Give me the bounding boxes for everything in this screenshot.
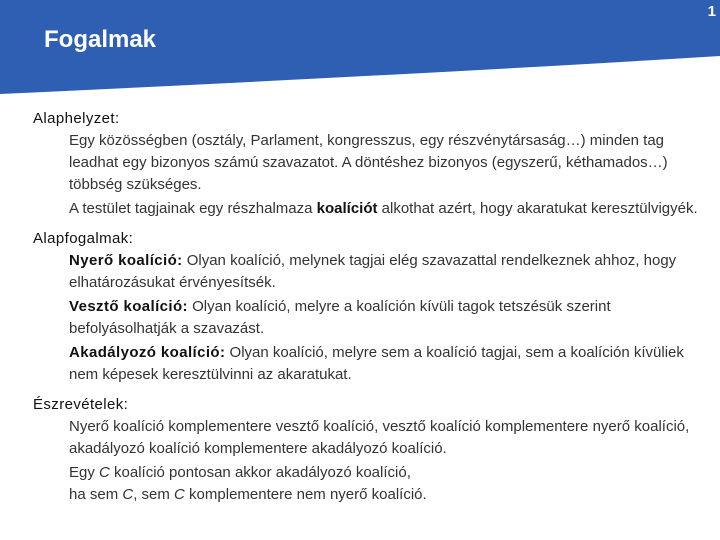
term-akadalyozo: Akadályozó koalíció:: [69, 344, 226, 361]
slide-number: 1: [707, 3, 716, 20]
text-run: ha sem: [69, 486, 123, 503]
paragraph: [69, 198, 703, 220]
paragraph: [69, 462, 703, 506]
section-heading: Alaphelyzet:: [33, 110, 120, 127]
text-run: , sem: [133, 486, 175, 503]
definition-text: Olyan koalíció, melyre a koalíción kívüli tagok tetszésük szerint befolyásolhatják a szavazást.: [69, 298, 611, 337]
variable-c: C: [122, 486, 134, 503]
term-veszto: Vesztő koalíció:: [69, 298, 188, 315]
variable-c: C: [174, 486, 185, 503]
section-alaphelyzet: [33, 108, 703, 220]
definition-text: Olyan koalíció, melyre sem a koalíció tagjai, sem a koalíción kívüliek nem képesek keresztülvinni az akaratukat.: [69, 344, 684, 383]
text-run: komplementere nem nyerő koalíció.: [184, 486, 427, 503]
text-run: alkothat azért, hogy akaratukat keresztülvigyék.: [377, 200, 698, 217]
section-heading: Alapfogalmak:: [33, 230, 134, 247]
paragraph: Egy közösségben (osztály, Parlament, kongresszus, egy részvénytársaság…) minden tag leadhat egy bizonyos számú szavazatot. A döntéshez bizonyos (egyszerű, kéthamados…) többség szükséges.: [69, 132, 668, 193]
text-run: Egy: [69, 464, 100, 481]
paragraph: Nyerő koalíció komplementere vesztő koalíció, vesztő koalíció komplementere nyerő koalíció, akadályozó koalíció komplementere akadályozó koalíció.: [69, 418, 690, 457]
variable-c: C: [99, 464, 110, 481]
definition-akadalyozo: [69, 342, 703, 386]
term-nyero: Nyerő koalíció:: [69, 252, 183, 269]
text-run: A testület tagjainak egy részhalmaza: [69, 200, 317, 217]
slide-content: [33, 108, 703, 514]
section-eszrevetelek: [33, 394, 703, 506]
section-alapfogalmak: [33, 228, 703, 386]
text-run: koalíció pontosan akkor akadályozó koalíció,: [109, 464, 411, 481]
definition-veszto: [69, 296, 703, 340]
definition-text: Olyan koalíció, melynek tagjai elég szavazattal rendelkeznek ahhoz, hogy elhatározásukat érvényesítsék.: [69, 252, 677, 291]
page-title: Fogalmak: [44, 26, 157, 53]
section-heading: Észrevételek:: [33, 396, 129, 413]
keyword-koaliciot: koalíciót: [316, 200, 378, 217]
definition-nyero: [69, 250, 703, 294]
